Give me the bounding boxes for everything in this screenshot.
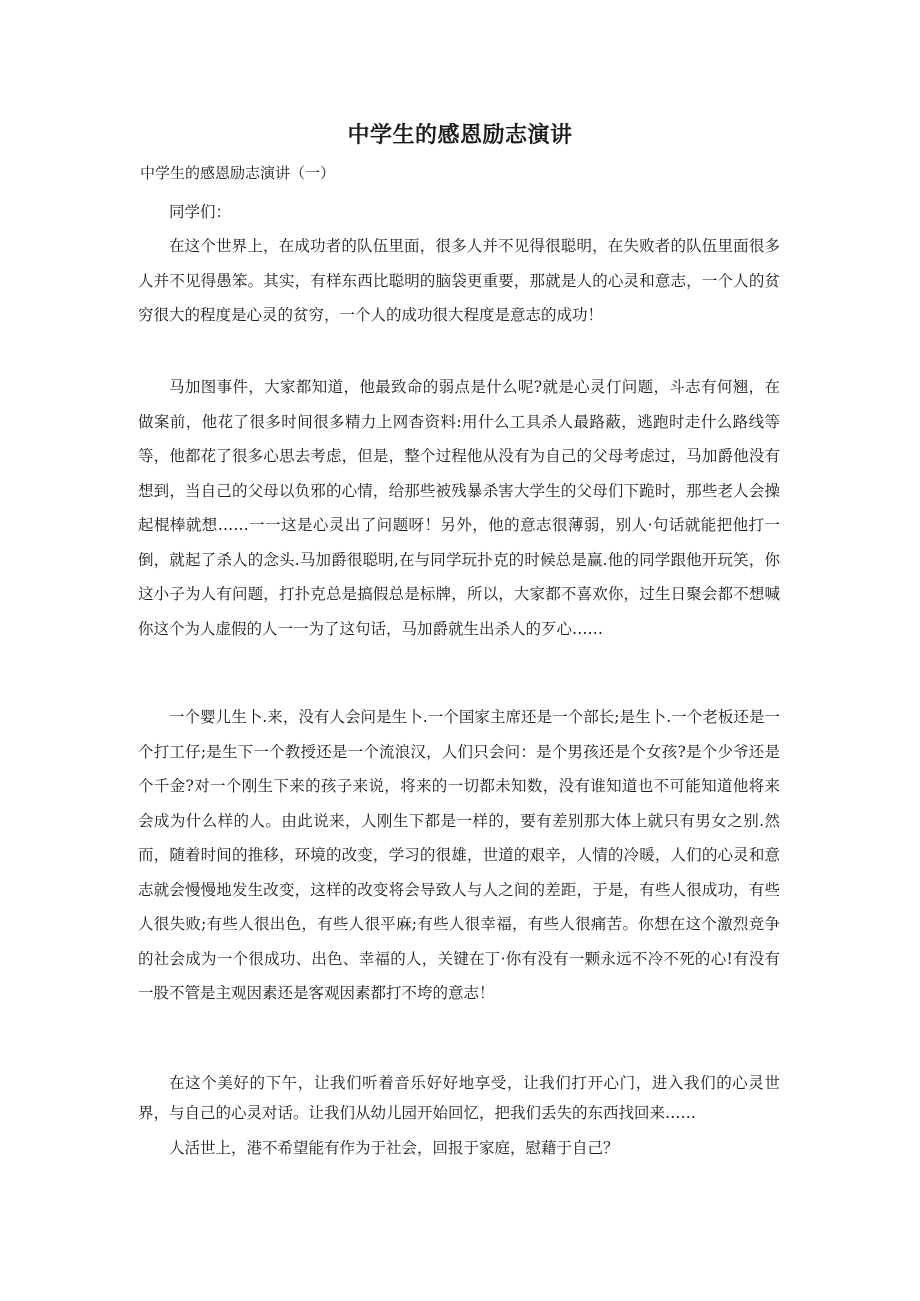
- greeting-text: 同学们：: [169, 203, 232, 221]
- document-title: 中学生的感恩励志演讲: [347, 123, 573, 148]
- paragraph-3: [138, 700, 780, 1011]
- paragraph-text: 在这个美好的下午，让我们听着音乐好好地享受，让我们打开心门，进入我们的心灵世界，与自己的心灵对话。让我们从幼儿园开始回忆，把我们丢失的东西找回来……: [138, 1074, 780, 1122]
- paragraph-1: [138, 229, 780, 333]
- document-subtitle: 中学生的感恩励志演讲（一）: [140, 164, 336, 182]
- paragraph-text: 一个婴儿生卜.来，没有人会问是生卜.一个国家主席还是一个部长;是生卜.一个老板还是一个打工仔;是生下一个教授还是一个流浪汉，人们只会问：是个男孩还是个女孩?是个少爷还是个千金?对一个刚生下来的孩子来说，将来的一切都未知数，没有谁知道也不可能知道他将来会成为什么样的人。由此说来，人刚生下都是一样的，要有差别那大体上就只有男女之别.然而，随着时间的推移，环境的改变，学习的很雄，世道的艰辛，人情的冷暖，人们的心灵和意志就会慢慢地发生改变，这样的改变将会导致人与人之间的差距，于是，有些人很成功，有些人很失败;有些人很出色，有些人很平麻;有些人很幸福，有些人很痛苦。你想在这个激烈竞争的社会成为一个很成功、出色、幸福的人，关键在丁·你有没有一颗永远不冷不死的心!有没有一股不管是主观因素还是客观因素都打不垮的意志！: [138, 708, 780, 1002]
- paragraph-4: [138, 1068, 780, 1128]
- paragraph-text: 人活世上，港不希望能有作为于社会，回报于家庭，慰藉于自己？: [169, 1139, 619, 1157]
- paragraph-2: [138, 370, 780, 646]
- greeting: [138, 195, 780, 230]
- paragraph-text: 马加图事件，大家都知道，他最致命的弱点是什么呢?就是心灵仃问题，斗志有何翘，在做案前，他花了很多时间很多精力上网杳资料:用什么工具杀人最路蔽，逃跑时走什么路线等等，他都花了很多心思去考虑，但是，整个过程他从没有为自己的父母考虑过，马加爵他没有想到，当自己的父母以负邪的心情，给那些被残暴杀害大学生的父母们下跪时，那些老人会操起棍棒就想……一一这是心灵出了问题呀！另外，他的意志很薄弱，别人·句话就能把他打一倒，就起了杀人的念头.马加爵很聪明,在与同学玩扑克的时候总是赢.他的同学跟他开玩笑，你这小子为人有问题，打扑克总是搞假总是标牌，所以，大家都不喜欢你，过生日聚会都不想喊你这个为人虚假的人一一为了这句话，马加爵就生出杀人的歹心……: [138, 378, 780, 638]
- paragraph-5: [138, 1131, 780, 1166]
- paragraph-text: 在这个世界上，在成功者的队伍里面，很多人并不见得很聪明，在失败者的队伍里面很多人并不见得愚笨。其实，有样东西比聪明的脑袋更重要，那就是人的心灵和意志，一个人的贫穷很大的程度是心灵的贫穷，一个人的成功很大程度是意志的成功！: [138, 237, 780, 324]
